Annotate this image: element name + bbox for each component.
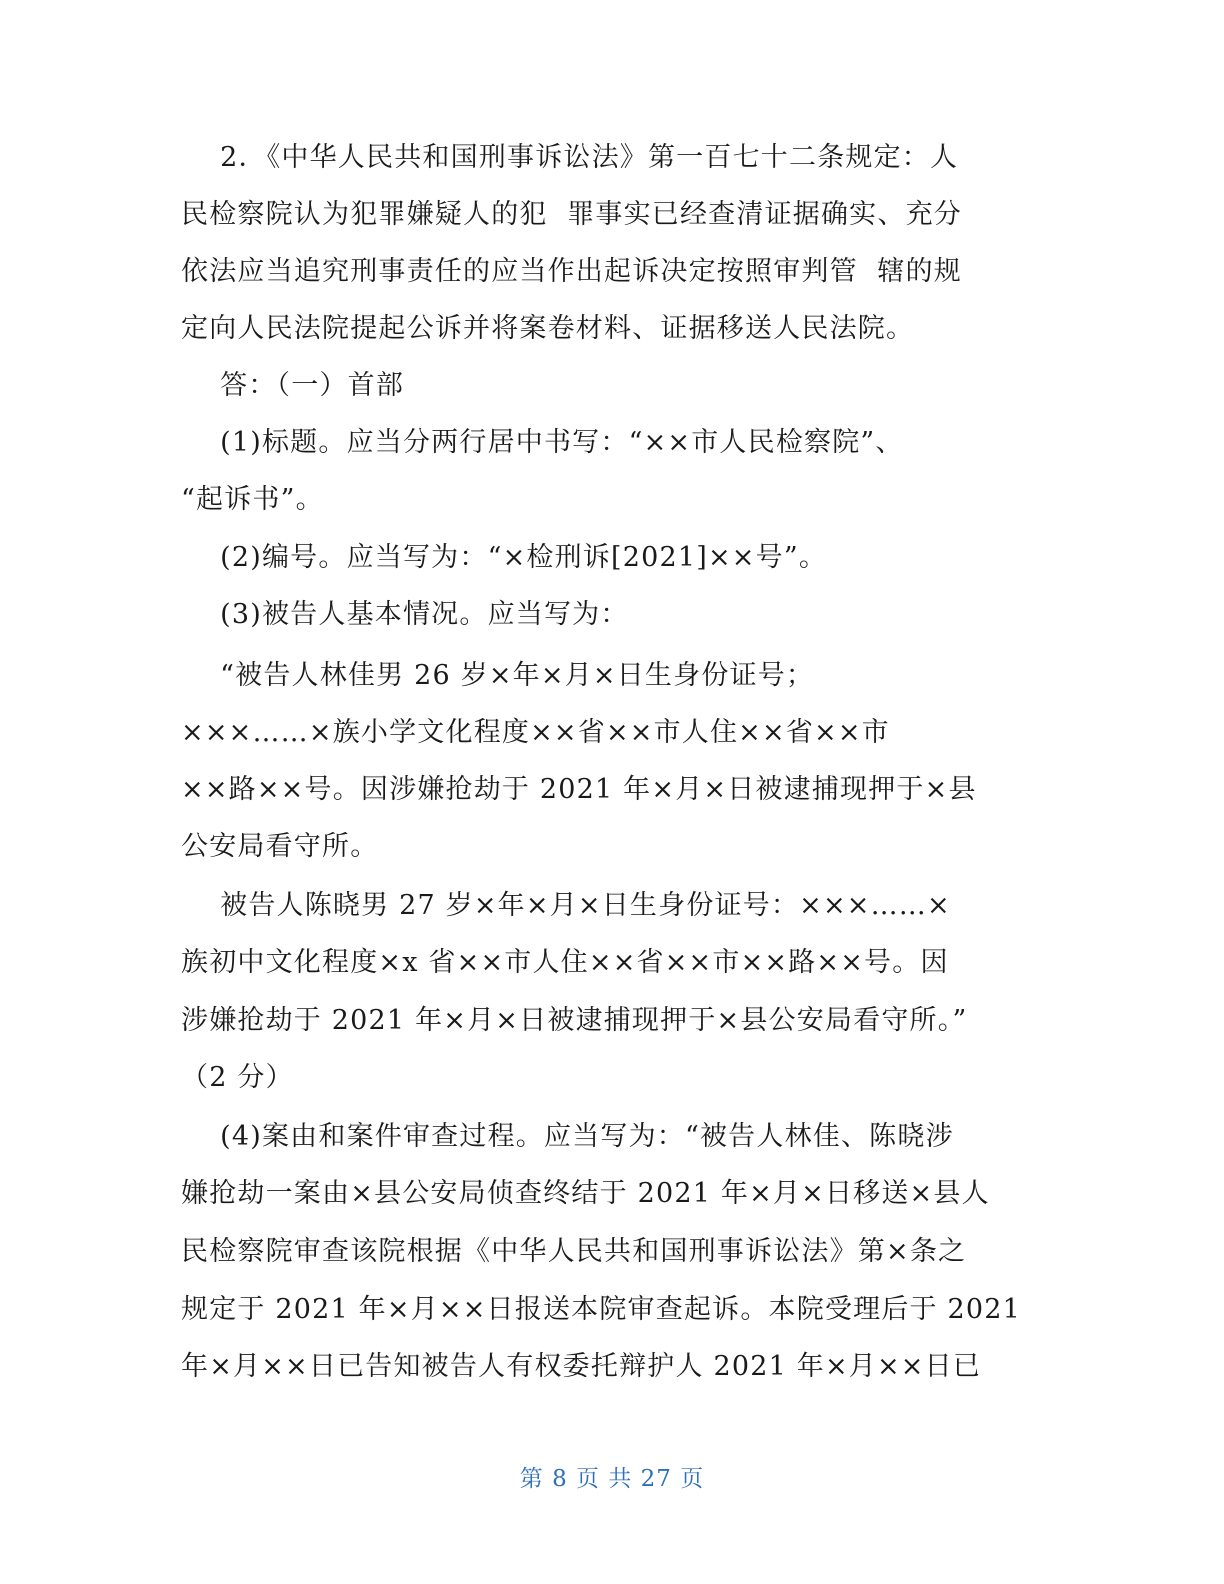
text-line: 年×月××日已告知被告人有权委托辩护人 2021 年×月××日已: [181, 1351, 982, 1382]
text-line: “起诉书”。: [181, 484, 324, 515]
footer-suffix: 页: [680, 1466, 705, 1492]
text-line: “被告人林佳男 26 岁×年×月×日生身份证号；: [181, 660, 815, 691]
text-line: 规定于 2021 年×月××日报送本院审查起诉。本院受理后于 2021: [181, 1294, 1022, 1325]
text-line: (4)案由和案件审查过程。应当写为：“被告人林佳、陈晓涉: [181, 1121, 954, 1152]
text-line: 公安局看守所。: [181, 831, 379, 862]
text-line: 定向人民法院提起公诉并将案卷材料、证据移送人民法院。: [181, 313, 915, 344]
text-line: 被告人陈晓男 27 岁×年×月×日生身份证号：×××……×: [181, 890, 951, 921]
page-footer: [0, 1462, 1224, 1496]
footer-total-pages: 27: [640, 1466, 672, 1492]
text-line: 民检察院审查该院根据《中华人民共和国刑事诉讼法》第×条之: [181, 1236, 967, 1267]
text-line: 族初中文化程度×x 省××市人住××省××市××路××号。因: [181, 947, 949, 978]
text-line: 依法应当追究刑事责任的应当作出起诉决定按照审判管 辖的规: [181, 256, 962, 287]
text-line: ×××……×族小学文化程度××省××市人住××省××市: [181, 717, 890, 748]
text-line: ××路××号。因涉嫌抢劫于 2021 年×月×日被逮捕现押于×县: [181, 774, 977, 805]
text-line: 2．《中华人民共和国刑事诉讼法》第一百七十二条规定：人: [181, 142, 959, 173]
text-line: 答：（一）首部: [181, 370, 405, 401]
text-line: (1)标题。应当分两行居中书写：“××市人民检察院”、: [181, 427, 904, 458]
text-line: 民检察院认为犯罪嫌疑人的犯 罪事实已经查清证据确实、充分: [181, 199, 962, 230]
text-line: (3)被告人基本情况。应当写为：: [181, 599, 629, 630]
footer-prefix: 第: [519, 1466, 544, 1492]
footer-middle: 页 共: [576, 1466, 633, 1492]
text-line: 涉嫌抢劫于 2021 年×月×日被逮捕现押于×县公安局看守所。”: [181, 1005, 968, 1036]
text-line: (2)编号。应当写为：“×检刑诉[2021]××号”。: [181, 542, 828, 573]
footer-page-number: 8: [552, 1466, 568, 1492]
text-line: （2 分）: [181, 1062, 294, 1093]
text-line: 嫌抢劫一案由×县公安局侦查终结于 2021 年×月×日移送×县人: [181, 1178, 990, 1209]
